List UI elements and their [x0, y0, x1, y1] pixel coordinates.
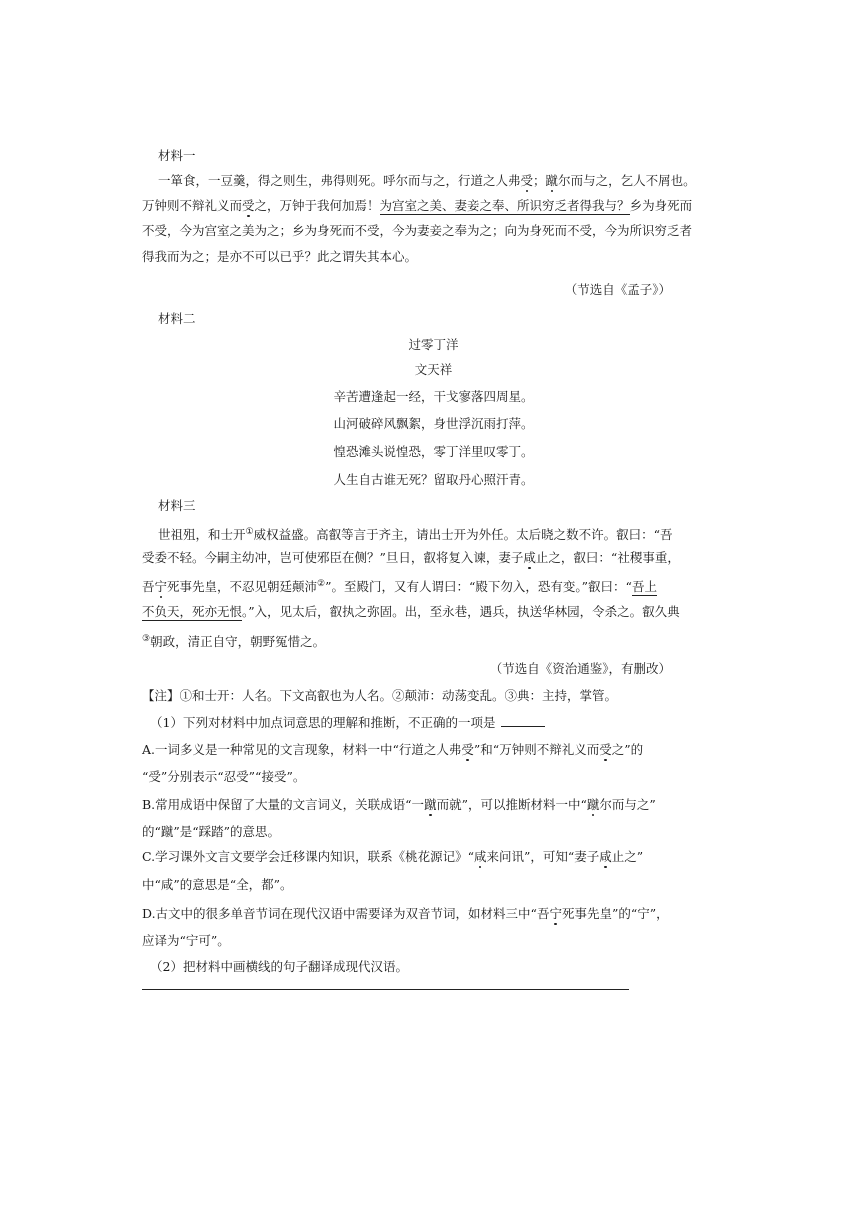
material-two-label: 材料二	[158, 311, 196, 326]
option-d-line-2: 应译为“宁可”。	[142, 933, 230, 948]
question-1-stem: （1）下列对材料中加点词意思的理解和推断，不正确的一项是	[150, 714, 680, 732]
poem-line-3: 惶恐滩头说惶恐，零丁洋里叹零丁。	[333, 444, 534, 459]
material-one-line-2: 万钟则不辩礼义而受之，万钟于我何加焉！为宫室之美、妻妾之奉、所识穷乏者得我与？乡为身死而	[142, 198, 693, 213]
underlined-sentence-1: 为宫室之美、妻妾之奉、所识穷乏者得我与？	[379, 198, 630, 213]
poem-author: 文天祥	[414, 362, 453, 377]
option-a-line-1: A.一词多义是一种常见的文言现象，材料一中“行道之人弗受”和“万钟则不辩礼义而受之”的	[142, 742, 644, 757]
material-three-label: 材料三	[158, 498, 196, 513]
underlined-sentence-2b: 不负天，死亦无恨	[142, 604, 243, 619]
material-three-line-4: 不负天，死亦无恨。”入，见太后，叡执之弥固。出，至永巷，遇兵，执送华林园，令杀之。叡久典	[142, 604, 680, 619]
material-one-line-1: 一箪食，一豆羹，得之则生，弗得则死。呼尔而与之，行道之人弗受；蹴尔而与之，乞人不屑也。	[158, 173, 696, 188]
option-b-line-1: B.常用成语中保留了大量的文言词义，关联成语“一蹴而就”，可以推断材料一中“蹴尔而与之”	[142, 797, 656, 812]
poem-line-1: 辛苦遭逢起一经，干戈寥落四周星。	[333, 389, 534, 404]
underlined-sentence-2a: 吾上	[631, 579, 657, 595]
annotation-notes: 【注】①和士开：人名。下文高叡也为人名。②颠沛：动荡变乱。③典：主持，掌管。	[142, 688, 618, 703]
option-d-line-1: D.古文中的很多单音节词在现代汉语中需要译为双音节词，如材料三中“吾宁死事先皇”的“宁”，	[142, 906, 669, 921]
material-one-label: 材料一	[158, 148, 196, 163]
material-three-line-3: 吾宁死事先皇，不忍见朝廷颠沛②”。至殿门，又有人谓曰：“殿下勿入，恐有变。”叡曰：“吾上	[142, 579, 657, 595]
option-a-line-2: “受”分别表示“忍受”“接受”。	[142, 769, 306, 784]
poem-title: 过零丁洋	[408, 337, 459, 352]
answer-blank[interactable]	[501, 726, 545, 727]
poem-line-2: 山河破碎风飘絮，身世浮沉雨打萍。	[333, 416, 534, 431]
material-one-line-4: 得我而为之；是亦不可以已乎？此之谓失其本心。	[142, 249, 418, 264]
question-2-stem: （2）把材料中画横线的句子翻译成现代汉语。	[150, 959, 408, 974]
material-three-line-2: 受委不轻。今嗣主幼冲，岂可使邪臣在侧？”旦日，叡将复入谏，妻子咸止之，叡曰：“社稷事重，	[142, 550, 680, 565]
poem-line-4: 人生自古谁无死？留取丹心照汗青。	[333, 472, 534, 487]
option-b-line-2: 的“蹴”是“踩踏”的意思。	[142, 824, 281, 839]
option-c-line-2: 中“咸”的意思是“全，都”。	[142, 877, 293, 892]
material-one-source: （节选自《孟子》）	[564, 282, 671, 297]
option-c-line-1: C.学习课外文言文要学会迁移课内知识，联系《桃花源记》“咸来问讯”，可知“妻子咸止之”	[142, 849, 644, 864]
material-three-source: （节选自《资治通鉴》，有删改）	[489, 661, 671, 676]
material-three-line-1: 世祖殂，和士开①威权益盛。高叡等言于齐主，请出士开为外任。太后晓之数不许。叡曰：“吾	[158, 527, 673, 543]
material-one-line-3: 不受，今为宫室之美为之；乡为身死而不受，今为妻妾之奉为之；向为身死而不受，今为所识穷乏者	[142, 223, 693, 238]
material-three-line-5: ③朝政，清正自守，朝野冤惜之。	[142, 634, 326, 650]
answer-line[interactable]	[142, 989, 629, 990]
